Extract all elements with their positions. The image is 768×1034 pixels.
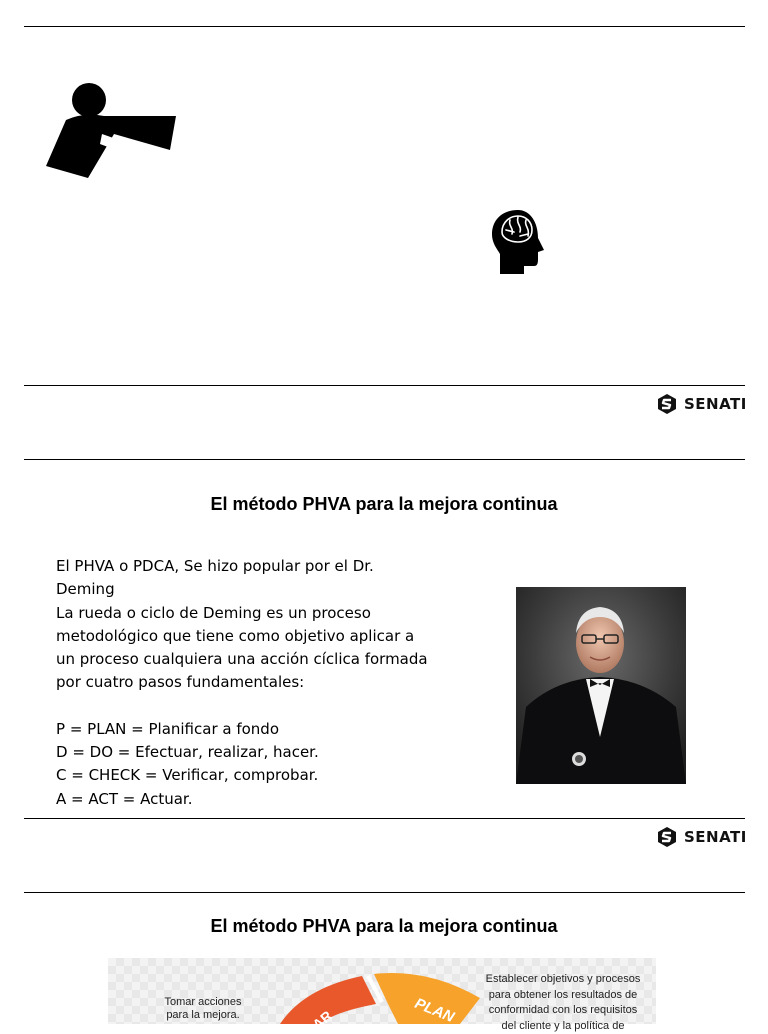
slide1-top-rule <box>24 26 745 27</box>
senati-logo-text: SENATI <box>684 395 747 413</box>
body-line: El PHVA o PDCA, Se hizo popular por el Dr. <box>56 555 476 578</box>
step-do: D = DO = Efectuar, realizar, hacer. <box>56 741 476 764</box>
senati-logo-mark <box>656 393 678 415</box>
senati-logo-mark <box>656 826 678 848</box>
slide3-title: El método PHVA para la mejora continua <box>0 916 768 937</box>
wheel-plan-description <box>468 972 658 1034</box>
spacer <box>56 695 476 718</box>
senati-logo <box>656 393 747 415</box>
pdca-wheel-diagram <box>108 958 656 1024</box>
plan-label: PLAN <box>412 995 456 1026</box>
wheel-text-line: para obtener los resultados de <box>468 988 658 1004</box>
wheel-text-line: del cliente y la política de <box>468 1019 658 1034</box>
body-line: Deming <box>56 578 476 601</box>
body-line: La rueda o ciclo de Deming es un proceso <box>56 602 476 625</box>
senati-logo <box>656 826 747 848</box>
slide1-bottom-rule <box>24 385 745 386</box>
wheel-act-description <box>148 996 258 1022</box>
deming-portrait <box>516 587 686 784</box>
slide2-bottom-rule <box>24 818 745 819</box>
body-line: metodológico que tiene como objetivo aplicar a <box>56 625 476 648</box>
act-label: AR <box>309 1007 335 1032</box>
slide2-title: El método PHVA para la mejora continua <box>0 494 768 515</box>
wheel-text-line: Tomar acciones <box>148 996 258 1009</box>
wheel-text-line: para la mejora. <box>148 1009 258 1022</box>
body-line: un proceso cualquiera una acción cíclica formada <box>56 648 476 671</box>
slide2-body <box>56 555 476 811</box>
body-line: por cuatro pasos fundamentales: <box>56 671 476 694</box>
wheel-text-line: conformidad con los requisitos <box>468 1003 658 1019</box>
step-check: C = CHECK = Verificar, comprobar. <box>56 764 476 787</box>
person-pointing-icon <box>44 82 178 180</box>
wheel-text-line: Establecer objetivos y procesos <box>468 972 658 988</box>
brain-head-icon <box>490 208 548 276</box>
senati-logo-text: SENATI <box>684 828 747 846</box>
slide3-top-rule <box>24 892 745 893</box>
step-act: A = ACT = Actuar. <box>56 788 476 811</box>
step-plan: P = PLAN = Planificar a fondo <box>56 718 476 741</box>
slide2-top-rule <box>24 459 745 460</box>
